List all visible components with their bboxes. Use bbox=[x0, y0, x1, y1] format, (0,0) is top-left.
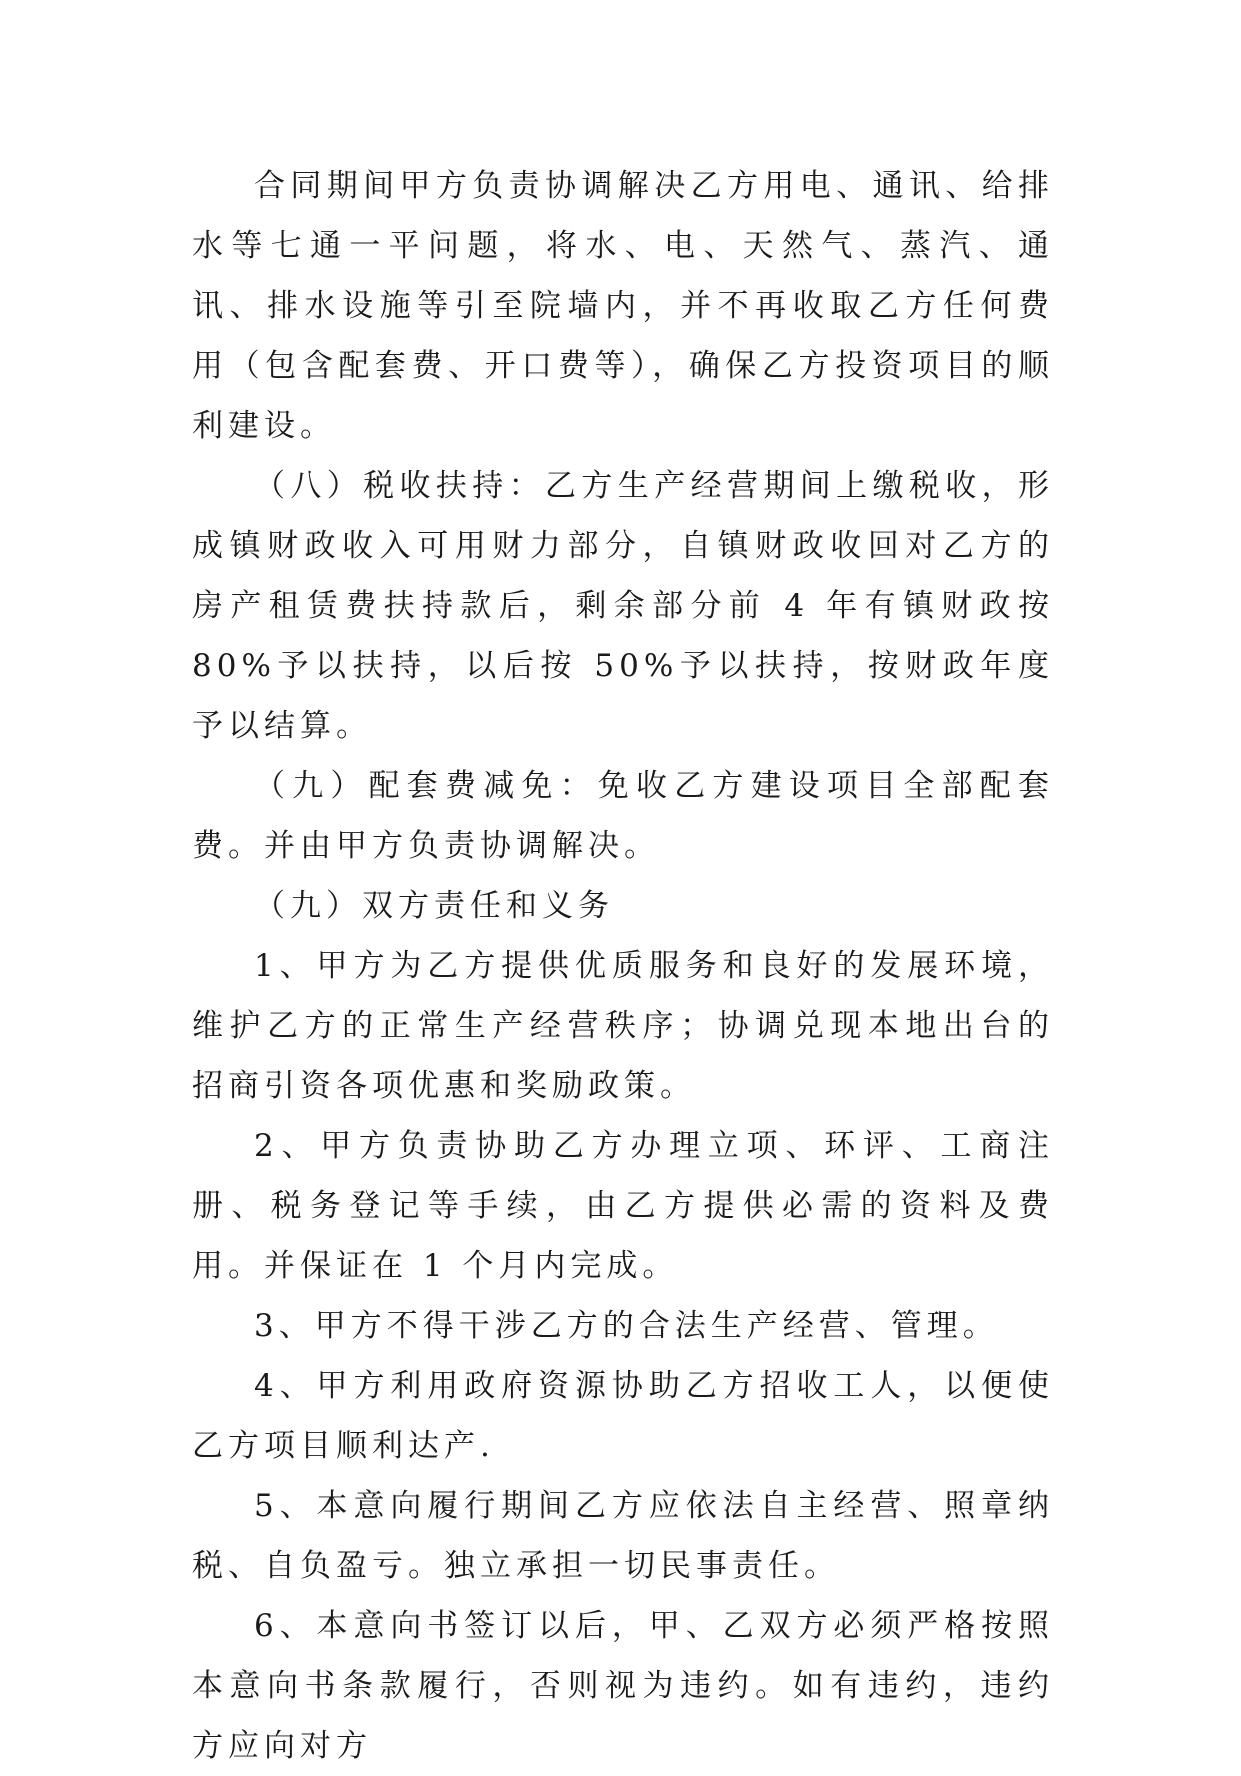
paragraph-item-1: 1、甲方为乙方提供优质服务和良好的发展环境，维护乙方的正常生产经营秩序；协调兑现本地出台的招商引资各项优惠和奖励政策。 bbox=[192, 948, 1054, 1104]
paragraph-item-4: 4、甲方利用政府资源协助乙方招收工人，以便使乙方项目顺利达产. bbox=[192, 1368, 1054, 1464]
paragraph-fee-waiver: （九）配套费减免：免收乙方建设项目全部配套费。并由甲方负责协调解决。 bbox=[192, 768, 1054, 864]
document-body bbox=[192, 156, 1054, 1776]
paragraph-item-5: 5、本意向履行期间乙方应依法自主经营、照章纳税、自负盈亏。独立承担一切民事责任。 bbox=[192, 1488, 1054, 1584]
paragraph-utilities: 合同期间甲方负责协调解决乙方用电、通讯、给排水等七通一平问题，将水、电、天然气、蒸汽、通讯、排水设施等引至院墙内，并不再收取乙方任何费用（包含配套费、开口费等），确保乙方投资项目的顺利建设。 bbox=[192, 168, 1054, 444]
paragraph-item-3: 3、甲方不得干涉乙方的合法生产经营、管理。 bbox=[254, 1308, 999, 1344]
paragraph-tax-support: （八）税收扶持：乙方生产经营期间上缴税收，形成镇财政收入可用财力部分，自镇财政收回对乙方的房产租赁费扶持款后，剩余部分前 4 年有镇财政按 80%予以扶持，以后按 50%予以扶持，按财政年度予以结算。 bbox=[192, 468, 1054, 744]
paragraph-item-6: 6、本意向书签订以后，甲、乙双方必须严格按照本意向书条款履行，否则视为违约。如有违约，违约方应向对方 bbox=[192, 1608, 1054, 1764]
paragraph-item-2: 2、甲方负责协助乙方办理立项、环评、工商注册、税务登记等手续，由乙方提供必需的资料及费用。并保证在 1 个月内完成。 bbox=[192, 1128, 1054, 1284]
section-heading-responsibilities: （九）双方责任和义务 bbox=[254, 888, 614, 924]
